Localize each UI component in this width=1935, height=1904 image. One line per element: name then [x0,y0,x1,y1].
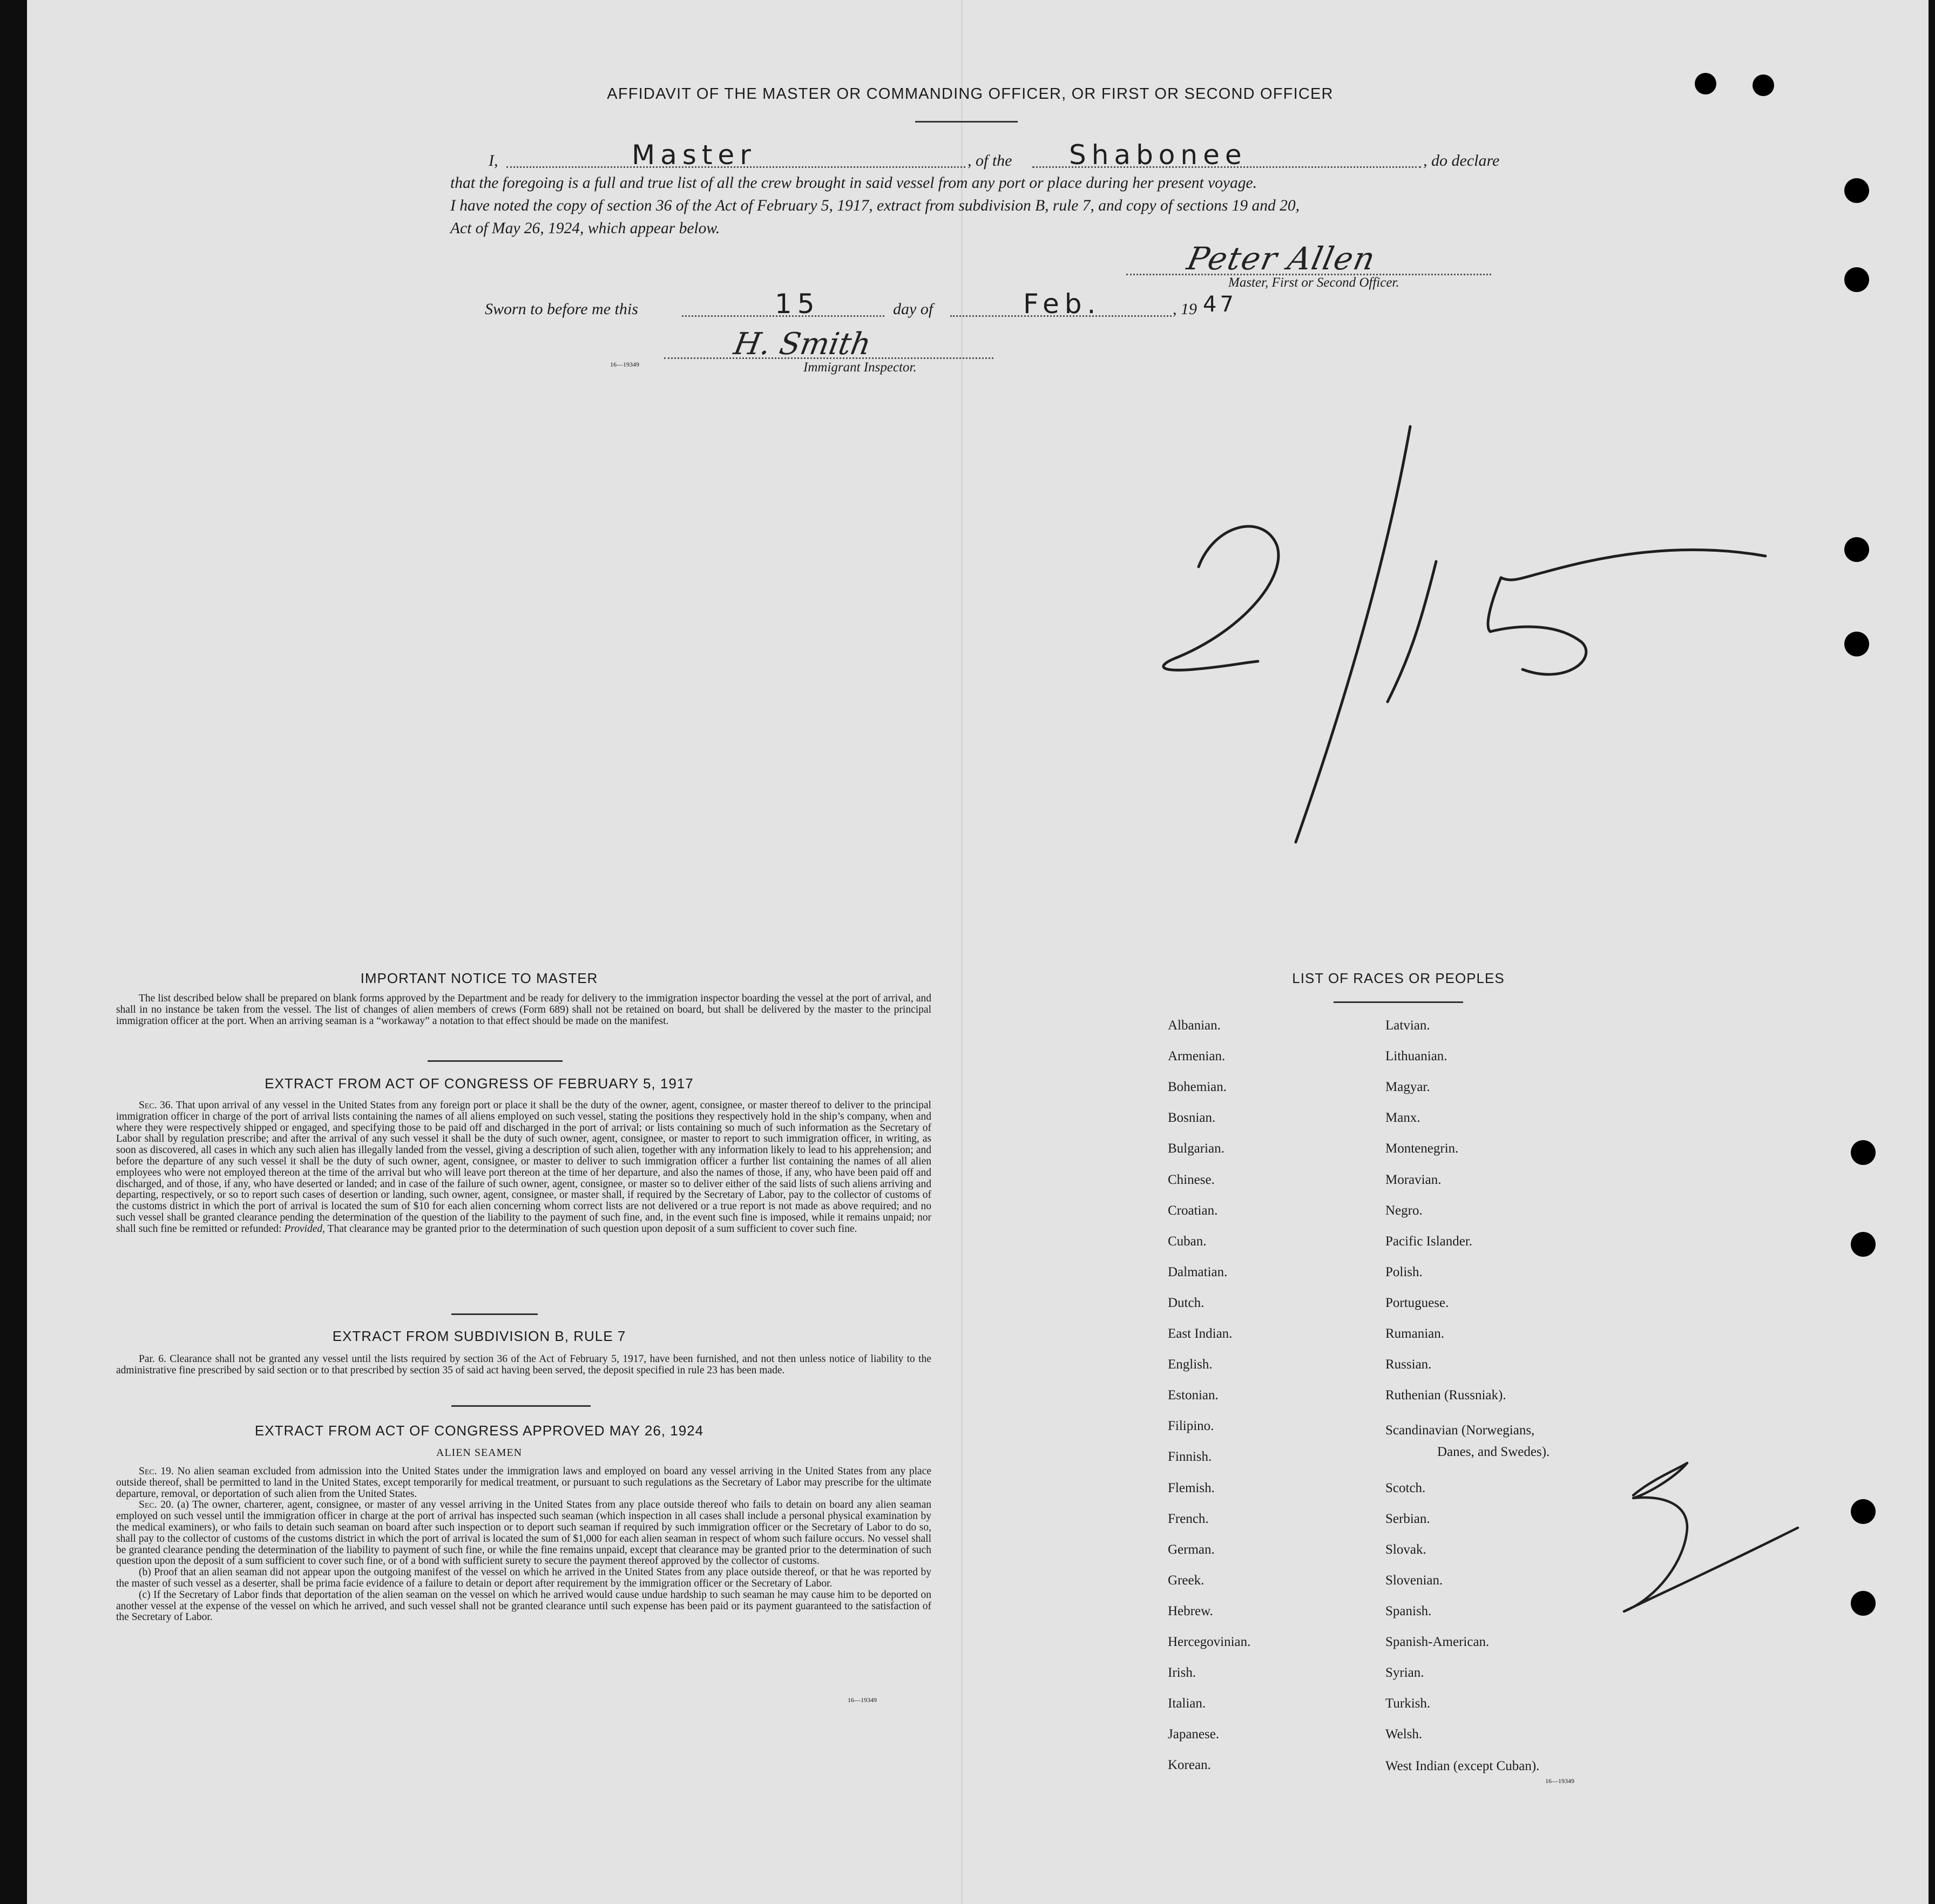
punch-hole [1844,178,1869,203]
sec-20c-paragraph: (c) If the Secretary of Labor finds that deportation of the alien seaman on the vessel on which he arrived would cause undue hardship to such seaman he may cause him to be deported on another vessel at the expense of the vessel on which he arrived, and such vessel shall not be granted clearance until such expense has been paid or its payment guaranteed to the satisfaction of the Secretary of Labor. [116,1589,931,1623]
sec-20-label: Sec. 20. [139,1499,174,1511]
race-scandinavian-continued: Danes, and Swedes). [1437,1445,1550,1459]
sec-19-label: Sec. 19. [139,1466,174,1477]
race-item: Hercegovinian. [1168,1635,1251,1649]
extract-form-number: 16—19349 [848,1696,877,1704]
proviso-label: Provided, [284,1223,325,1235]
of-the-label: , of the [968,152,1012,170]
alien-seamen-subtitle: ALIEN SEAMEN [436,1447,523,1459]
punch-hole [1851,1499,1876,1524]
form-sheet [27,0,1929,1904]
year-handwritten: 47 [1203,292,1237,317]
race-item: Italian. [1168,1696,1206,1711]
fold-line [961,0,963,1904]
punch-hole [1844,267,1869,292]
sec-19-text: No alien seaman excluded from admission into the United States under the immigration laws and employed on board any vessel arriving in the United States from any place outside thereof, shall be permitted to land in the United States, except temporarily for medical treatment, or pursuant to such regulations as the Secretary of Labor may prescribe for the ultimate departure, removal, or deportation of such alien from the United States. [116,1466,932,1500]
race-item: Negro. [1385,1203,1423,1218]
sworn-day-handwritten: 15 [775,288,820,320]
punch-hole [1851,1232,1876,1257]
race-item: Latvian. [1385,1018,1430,1033]
handwritten-date-note [1134,416,1782,858]
race-item: Scandinavian (Norwegians, [1385,1423,1535,1438]
race-item: Filipino. [1168,1419,1214,1434]
race-item: Hebrew. [1168,1603,1213,1618]
race-item: Korean. [1168,1758,1211,1773]
sworn-month-handwritten: Feb. [1023,288,1101,320]
punch-hole [1844,537,1869,562]
race-item: Estonian. [1168,1388,1219,1403]
race-item: Bosnian. [1168,1110,1216,1126]
race-item: German. [1168,1542,1215,1557]
extract-1924-title: EXTRACT FROM ACT OF CONGRESS APPROVED MAY 26, 1924 [254,1422,704,1439]
notice-title: IMPORTANT NOTICE TO MASTER [360,970,598,986]
race-item: Montenegrin. [1385,1141,1459,1156]
race-item: Russian. [1385,1357,1432,1372]
year-prefix: , 19 [1173,300,1197,318]
race-item: Pacific Islander. [1385,1234,1473,1249]
race-item: Lithuanian. [1385,1049,1447,1064]
race-item: Croatian. [1168,1203,1218,1218]
handwritten-number-drawing [1593,1458,1819,1630]
inspector-caption: Immigrant Inspector. [803,360,917,375]
extract-1917-rule [451,1313,538,1315]
sec-36-text: That upon arrival of any vessel in the United States from any foreign port or place it shall be the duty of the owner, agent, consignee, or master thereof to deliver to the principal immigration officer in charge of the port of arrival lists containing the names of all aliens employed on such vessel, stating the positions they respectively hold in the ship’s company, when and where they were respectively shipped or engaged, and specifying those to be paid off and discharged in the port of arrival; or lists containing so much of such information as the Secretary of Labor shall by regulation prescribe; and after the arrival of any such vessel it shall be the duty of such owner, agent, consignee, or master to report to such immigration officer, in writing, as soon as discovered, all cases in which any such alien has illegally landed from the vessel, giving a description of such alien, together with any information likely to lead to his apprehension; and before the departure of any such vessel it shall be the duty of such owner, agent, consignee, or master to deliver to such immigration officer a further list containing the names of all alien employees who were not employed thereon at the time of the arrival but who will leave port thereon at the time of her departure, and also the names of those, if any, who have been paid off and discharged, and of those, if any, who have deserted or landed; and in case of the failure of such owner, agent, consignee, or master so to deliver either of the said lists of such aliens arriving and departing, respectively, or so to report such cases of desertion or landing, such owner, agent, consignee, or master shall, if required by the Secretary of Labor, pay to the collector of customs of the customs district in which the port of arrival is located the sum of $10 for each alien concerning whom correct lists are not delivered or a true report is not made as above required; and no such vessel shall be granted clearance pending the determination of the question of the liability to the payment of such fine, and, in the event such fine is imposed, while it remains unpaid; nor shall such fine be remitted or refunded: [116,1100,931,1235]
races-rule [1334,1001,1463,1003]
extract-1917-title: EXTRACT FROM ACT OF CONGRESS OF FEBRUARY 5, 1917 [265,1075,694,1092]
race-item: French. [1168,1511,1209,1526]
master-name-handwritten: Master [632,139,756,171]
vessel-name-handwritten: Shabonee [1069,139,1247,171]
extract-1924-body [116,1466,931,1623]
sec-36-label: Sec. 36. [139,1100,173,1111]
race-item: Cuban. [1168,1234,1207,1249]
race-item: Finnish. [1168,1449,1212,1465]
race-item: Dutch. [1168,1295,1205,1310]
master-signature: Peter Allen [1183,240,1379,277]
sec-20b-paragraph: (b) Proof that an alien seaman did not appear upon the outgoing manifest of the vessel on which he arrived in the United States from any place outside thereof, or that he was reported by the master of such vessel as a deserter, shall be prima facie evidence of a failure to detain or deport after requirement by the immigration officer or the Secretary of Labor. [116,1567,931,1589]
race-item: East Indian. [1168,1326,1233,1341]
title-rule [915,121,1018,123]
race-item: Armenian. [1168,1049,1226,1064]
race-item: Ruthenian (Russniak). [1385,1388,1506,1403]
rule-7-title: EXTRACT FROM SUBDIVISION B, RULE 7 [332,1328,626,1344]
extract-1917-text [116,1100,931,1235]
race-item: Spanish. [1385,1603,1432,1618]
declaration-line-3: Act of May 26, 1924, which appear below. [450,220,720,237]
declaration-line-1: that the foregoing is a full and true list of all the crew brought in said vessel from any port or place during her present voyage. [450,174,1257,192]
race-item: Manx. [1385,1110,1420,1126]
notice-rule [428,1060,563,1062]
rule-7-rule [451,1405,591,1407]
race-item: Syrian. [1385,1665,1424,1681]
master-signature-caption: Master, First or Second Officer. [1228,275,1399,290]
race-item: Bulgarian. [1168,1141,1224,1156]
race-item: Japanese. [1168,1727,1220,1742]
race-item: Bohemian. [1168,1080,1227,1095]
sworn-label: Sworn to before me this [485,300,638,318]
race-item: Portuguese. [1385,1295,1449,1310]
race-item: Irish. [1168,1665,1196,1681]
races-title: LIST OF RACES OR PEOPLES [1292,970,1505,986]
race-item: Rumanian. [1385,1326,1445,1341]
i-label: I, [489,152,498,170]
race-item: West Indian (except Cuban). [1385,1759,1540,1774]
affidavit-form-number: 16—19349 [610,361,639,368]
punch-hole [1851,1591,1876,1616]
day-of-label: day of [893,300,933,318]
race-item: Welsh. [1385,1727,1423,1742]
race-item: Spanish-American. [1385,1635,1490,1649]
sec-36-text-end: That clearance may be granted prior to the determination of such question upon deposit of a sum sufficient to cover such fine. [327,1223,857,1235]
punch-hole [1851,1140,1876,1165]
do-declare-label: , do declare [1423,152,1500,170]
race-item: Turkish. [1385,1696,1431,1711]
handwritten-number-note [1593,1458,1819,1630]
sec-20a-paragraph [116,1500,931,1567]
race-item: Chinese. [1168,1172,1215,1187]
race-item: Flemish. [1168,1480,1215,1495]
rule-7-text: Par. 6. Clearance shall not be granted any vessel until the lists required by section 36 of the Act of February 5, 1917, have been furnished, and not then unless notice of liability to the administrative fine prescribed by said section or to that prescribed by section 35 of said act having been served, the deposit specified in rule 23 has been made. [116,1353,931,1376]
inspector-signature: H. Smith [731,327,874,362]
punch-hole [1844,632,1869,656]
race-item: Serbian. [1385,1511,1430,1526]
sec-19-paragraph [116,1466,931,1500]
race-item: Greek. [1168,1573,1205,1588]
race-item: Moravian. [1385,1172,1442,1187]
race-item: Slovenian. [1385,1573,1443,1588]
affidavit-title: AFFIDAVIT OF THE MASTER OR COMMANDING OFFICER, OR FIRST OR SECOND OFFICER [607,85,1334,103]
race-item: Polish. [1385,1264,1423,1279]
notice-text: The list described below shall be prepared on blank forms approved by the Department and be ready for delivery to the immigration inspector boarding the vessel at the port of arrival, and shall in no instance be taken from the vessel. The list of changes of alien members of crews (Form 689) shall not be retained on board, but shall be delivered by the master to the principal immigration officer at the port. When an arriving seaman is a “workaway” a notation to that effect should be made on the manifest. [116,993,931,1027]
race-item: English. [1168,1357,1213,1372]
handwritten-date-drawing [1134,416,1782,858]
declaration-line-2: I have noted the copy of section 36 of the Act of February 5, 1917, extract from subdivision B, rule 7, and copy of sections 19 and 20, [450,197,1300,214]
race-item: Albanian. [1168,1018,1221,1033]
race-item: Dalmatian. [1168,1264,1228,1279]
sec-20a-text: (a) The owner, charterer, agent, consignee, or master of any vessel arriving in the United States from any place outside thereof who fails to detain on board any alien seaman employed on such vessel until the immigration officer in charge at the port of arrival has inspected such seaman (which inspection in all cases shall include a personal physical examination by the medical examiners), or who fails to detain such seaman on board after such inspection or to deport such seaman if required by such immigration officer or the Secretary of Labor to do so, shall pay to the collector of customs of the customs district in which the port of arrival is located the sum of $1,000 for each alien seaman in respect of whom such failure occurs. No vessel shall be granted clearance pending the determination of the liability to payment of such fine, or while the fine remains unpaid, except that clearance may be granted prior to the determination of such question upon the deposit of a sum sufficient to cover such fine, or of a bond with sufficient surety to secure the payment thereof approved by the collector of customs. [116,1499,932,1567]
races-form-number: 16—19349 [1545,1777,1574,1785]
race-item: Slovak. [1385,1542,1426,1557]
race-item: Scotch. [1385,1480,1426,1495]
race-item: Magyar. [1385,1080,1430,1095]
